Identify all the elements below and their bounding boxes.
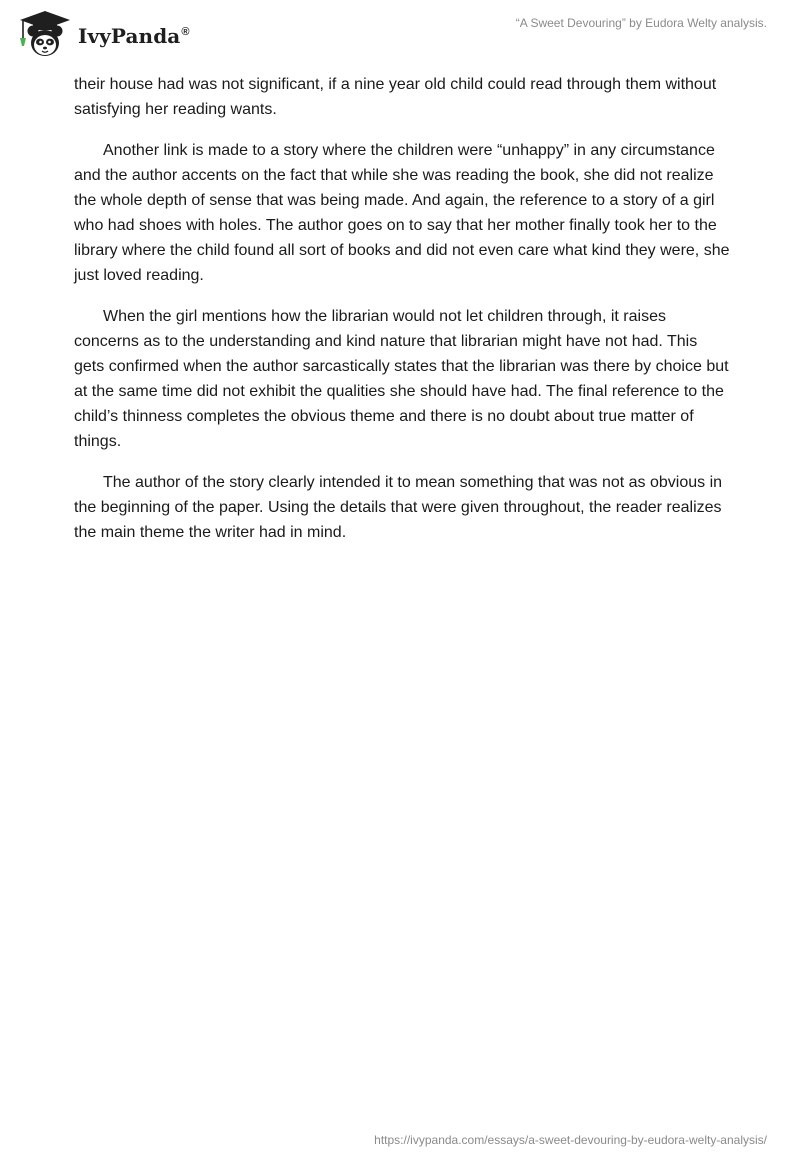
registered-mark: ® bbox=[181, 26, 190, 39]
source-url-link[interactable]: https://ivypanda.com/essays/a-sweet-devouring-by-eudora-welty-analysis/ bbox=[374, 1133, 767, 1147]
paragraph: Another link is made to a story where the children were “unhappy” in any circumstance and the author accents on the fact that while she was reading the book, she did not realize the whole depth of sense that was being made. And again, the reference to a story of a girl who had shoes with holes. The author goes on to say that her mother finally took her to the library where the child found all sort of books and did not even care what kind they were, she just loved reading. bbox=[74, 142, 730, 284]
page-header bbox=[0, 0, 800, 70]
paragraph-continued: their house had was not significant, if a nine year old child could read through them without satisfying her reading wants. bbox=[74, 76, 717, 118]
paragraph: The author of the story clearly intended it to mean something that was not as obvious in the beginning of the paper. Using the details that were given throughout, the reader realizes the main theme the writer had in mind. bbox=[74, 474, 723, 541]
panda-graduate-icon bbox=[14, 8, 76, 60]
ivypanda-logo[interactable] bbox=[14, 8, 190, 60]
essay-body bbox=[74, 72, 730, 561]
paragraph: When the girl mentions how the librarian would not let children through, it raises concerns as to the understanding and kind nature that librarian might have not had. This gets confirmed when the author sarcastically states that the librarian was there by choice but at the same time did not exhibit the qualities she should have had. The final reference to the child’s thinness completes the obvious theme and there is no doubt about true matter of things. bbox=[74, 308, 729, 450]
logo-wordmark: IvyPanda® bbox=[78, 24, 190, 48]
running-title: “A Sweet Devouring” by Eudora Welty analysis. bbox=[515, 16, 767, 30]
